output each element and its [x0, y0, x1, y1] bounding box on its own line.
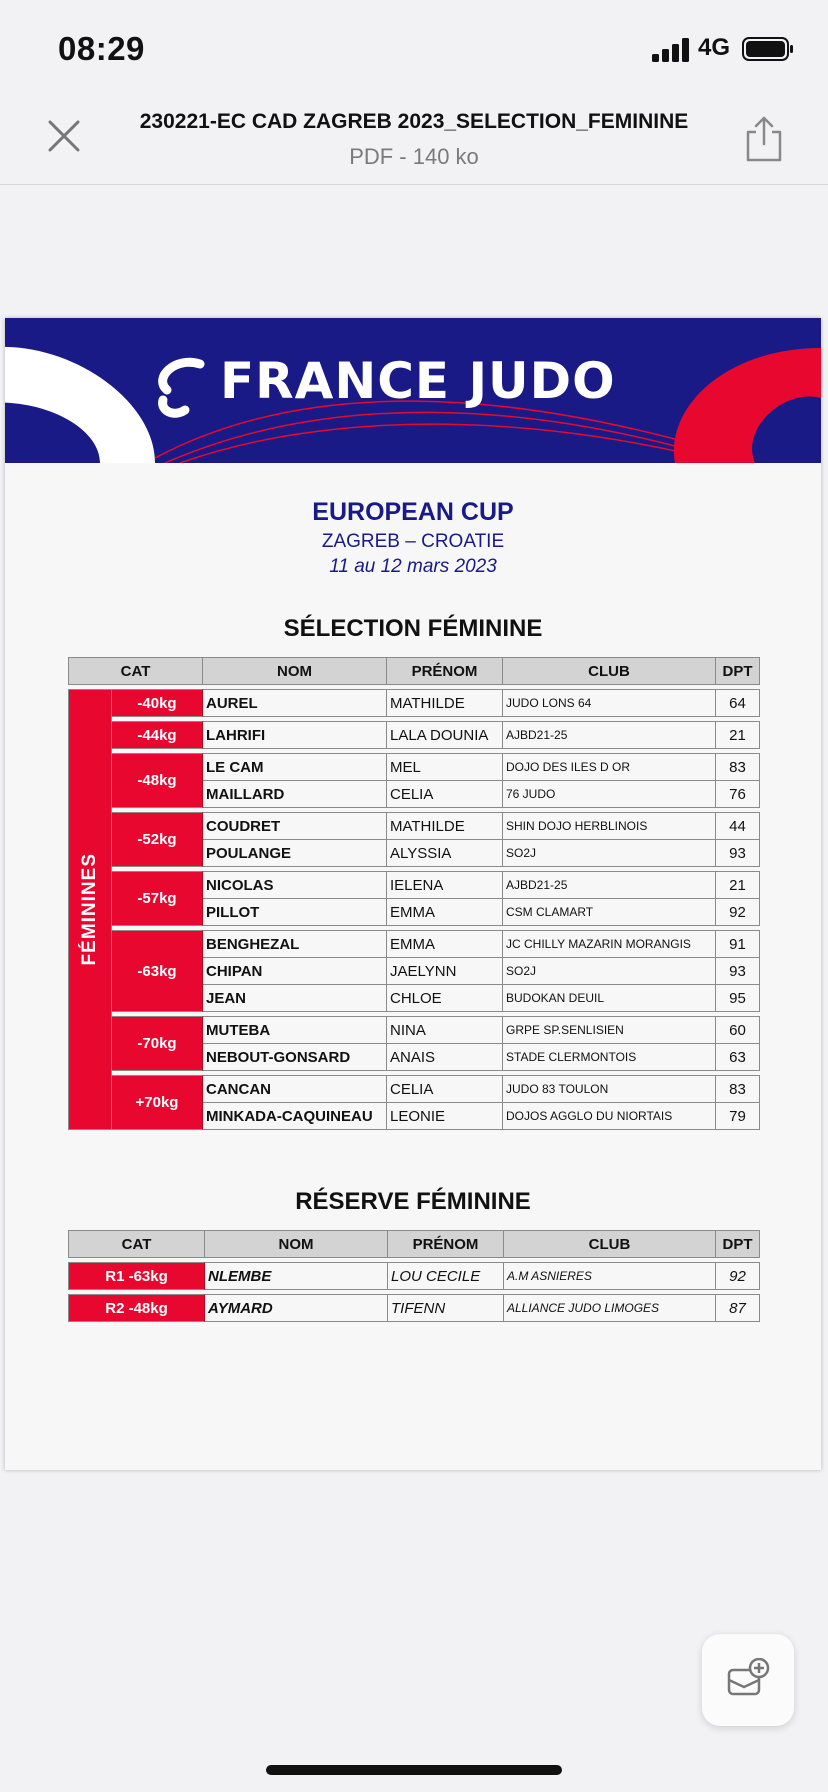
cell-dpt: 93: [716, 958, 760, 985]
cell-dpt: 93: [716, 840, 760, 867]
cell-prenom: CHLOE: [387, 985, 503, 1012]
viewer-header: [0, 96, 828, 185]
weight-category: -40kg: [112, 689, 203, 717]
mail-add-icon: [726, 1658, 770, 1702]
cell-club: SHIN DOJO HERBLINOIS: [503, 812, 716, 840]
cell-club: A.M ASNIERES: [504, 1262, 716, 1290]
cell-dpt: 64: [716, 689, 760, 717]
cell-dpt: 63: [716, 1044, 760, 1071]
cell-dpt: 21: [716, 721, 760, 749]
cell-nom: CHIPAN: [203, 958, 387, 985]
cell-club: SO2J: [503, 958, 716, 985]
cell-nom: BENGHEZAL: [203, 930, 387, 958]
table-row: [68, 721, 760, 749]
cell-nom: LE CAM: [203, 753, 387, 781]
table-row: [68, 1262, 760, 1290]
selection-table: [68, 657, 760, 1130]
column-header-cat: CAT: [68, 657, 203, 685]
signal-icon: [652, 38, 692, 62]
table-row: [68, 1075, 760, 1103]
column-header-club: CLUB: [504, 1230, 716, 1258]
cell-nom: COUDRET: [203, 812, 387, 840]
document-subtitle: PDF - 140 ko: [349, 144, 479, 169]
column-header-cat: CAT: [68, 1230, 205, 1258]
cell-dpt: 21: [716, 871, 760, 899]
cell-nom: PILLOT: [203, 899, 387, 926]
column-header-nom: NOM: [205, 1230, 388, 1258]
reserve-category: R2 -48kg: [68, 1294, 205, 1322]
cell-dpt: 79: [716, 1103, 760, 1130]
cell-dpt: 87: [716, 1294, 760, 1322]
weight-category: -52kg: [112, 812, 203, 867]
share-icon[interactable]: [742, 114, 786, 164]
cell-prenom: JAELYNN: [387, 958, 503, 985]
reserve-category: R1 -63kg: [68, 1262, 205, 1290]
table-row: [68, 1016, 760, 1044]
cell-nom: MUTEBA: [203, 1016, 387, 1044]
selection-title: SÉLECTION FÉMININE: [283, 615, 543, 642]
group-label-cell: [68, 689, 112, 1130]
cell-nom: JEAN: [203, 985, 387, 1012]
weight-category: -57kg: [112, 871, 203, 926]
cell-club: SO2J: [503, 840, 716, 867]
cell-prenom: TIFENN: [388, 1294, 504, 1322]
cell-prenom: LALA DOUNIA: [387, 721, 503, 749]
cell-prenom: EMMA: [387, 899, 503, 926]
cell-prenom: IELENA: [387, 871, 503, 899]
markup-fab[interactable]: [702, 1634, 794, 1726]
event-dates: 11 au 12 mars 2023: [329, 556, 497, 577]
cell-nom: NLEMBE: [205, 1262, 388, 1290]
table-row: [68, 1294, 760, 1322]
weight-category: -70kg: [112, 1016, 203, 1071]
table-row: [68, 689, 760, 717]
cell-nom: POULANGE: [203, 840, 387, 867]
brand-logo-text: FRANCE JUDO: [220, 352, 616, 410]
group-label: FÉMININES: [79, 853, 100, 966]
cell-prenom: CELIA: [387, 1075, 503, 1103]
cell-nom: AUREL: [203, 689, 387, 717]
column-header-nom: NOM: [203, 657, 387, 685]
weight-category: -48kg: [112, 753, 203, 808]
cell-prenom: LOU CECILE: [388, 1262, 504, 1290]
cell-nom: NEBOUT-GONSARD: [203, 1044, 387, 1071]
pdf-page: [5, 318, 821, 1470]
table-row: [68, 930, 760, 958]
cell-dpt: 83: [716, 753, 760, 781]
weight-category: +70kg: [112, 1075, 203, 1130]
status-bar: [0, 0, 828, 96]
document-title: 230221-EC CAD ZAGREB 2023_SELECTION_FEMININE: [139, 110, 689, 133]
cell-prenom: MEL: [387, 753, 503, 781]
cell-club: AJBD21-25: [503, 871, 716, 899]
reserve-header-row: [68, 1230, 760, 1258]
cell-nom: MAILLARD: [203, 781, 387, 808]
column-header-dpt: DPT: [716, 1230, 760, 1258]
cell-dpt: 83: [716, 1075, 760, 1103]
cell-club: BUDOKAN DEUIL: [503, 985, 716, 1012]
cell-prenom: MATHILDE: [387, 689, 503, 717]
network-type: 4G: [698, 34, 731, 61]
column-header-prenom: PRÉNOM: [387, 657, 503, 685]
cell-prenom: EMMA: [387, 930, 503, 958]
cell-prenom: NINA: [387, 1016, 503, 1044]
cell-club: DOJOS AGGLO DU NIORTAIS: [503, 1103, 716, 1130]
cell-prenom: CELIA: [387, 781, 503, 808]
table-row: [68, 812, 760, 840]
cell-club: DOJO DES ILES D OR: [503, 753, 716, 781]
cell-club: JUDO LONS 64: [503, 689, 716, 717]
cell-dpt: 92: [716, 899, 760, 926]
close-icon[interactable]: [44, 116, 84, 156]
reserve-table: [68, 1230, 760, 1322]
selection-header-row: [68, 657, 760, 685]
event-title: EUROPEAN CUP: [312, 498, 514, 526]
cell-nom: NICOLAS: [203, 871, 387, 899]
cell-nom: MINKADA-CAQUINEAU: [203, 1103, 387, 1130]
cell-club: AJBD21-25: [503, 721, 716, 749]
cell-club: STADE CLERMONTOIS: [503, 1044, 716, 1071]
cell-club: ALLIANCE JUDO LIMOGES: [504, 1294, 716, 1322]
banner: [5, 318, 821, 463]
cell-dpt: 76: [716, 781, 760, 808]
cell-prenom: ANAIS: [387, 1044, 503, 1071]
cell-club: JUDO 83 TOULON: [503, 1075, 716, 1103]
weight-category: -44kg: [112, 721, 203, 749]
column-header-dpt: DPT: [716, 657, 760, 685]
cell-club: CSM CLAMART: [503, 899, 716, 926]
cell-dpt: 44: [716, 812, 760, 840]
cell-dpt: 60: [716, 1016, 760, 1044]
cell-club: GRPE SP.SENLISIEN: [503, 1016, 716, 1044]
table-row: [68, 871, 760, 899]
weight-category: -63kg: [112, 930, 203, 1012]
cell-dpt: 91: [716, 930, 760, 958]
cell-dpt: 95: [716, 985, 760, 1012]
cell-club: JC CHILLY MAZARIN MORANGIS: [503, 930, 716, 958]
cell-prenom: LEONIE: [387, 1103, 503, 1130]
cell-dpt: 92: [716, 1262, 760, 1290]
column-header-club: CLUB: [503, 657, 716, 685]
table-row: [68, 753, 760, 781]
cell-club: 76 JUDO: [503, 781, 716, 808]
cell-prenom: ALYSSIA: [387, 840, 503, 867]
cell-nom: LAHRIFI: [203, 721, 387, 749]
battery-icon: [742, 37, 794, 61]
cell-prenom: MATHILDE: [387, 812, 503, 840]
reserve-title: RÉSERVE FÉMININE: [295, 1188, 531, 1215]
cell-nom: AYMARD: [205, 1294, 388, 1322]
status-time: 08:29: [58, 30, 145, 67]
cell-nom: CANCAN: [203, 1075, 387, 1103]
column-header-prenom: PRÉNOM: [388, 1230, 504, 1258]
home-indicator: [266, 1765, 562, 1775]
event-location: ZAGREB – CROATIE: [321, 531, 505, 552]
